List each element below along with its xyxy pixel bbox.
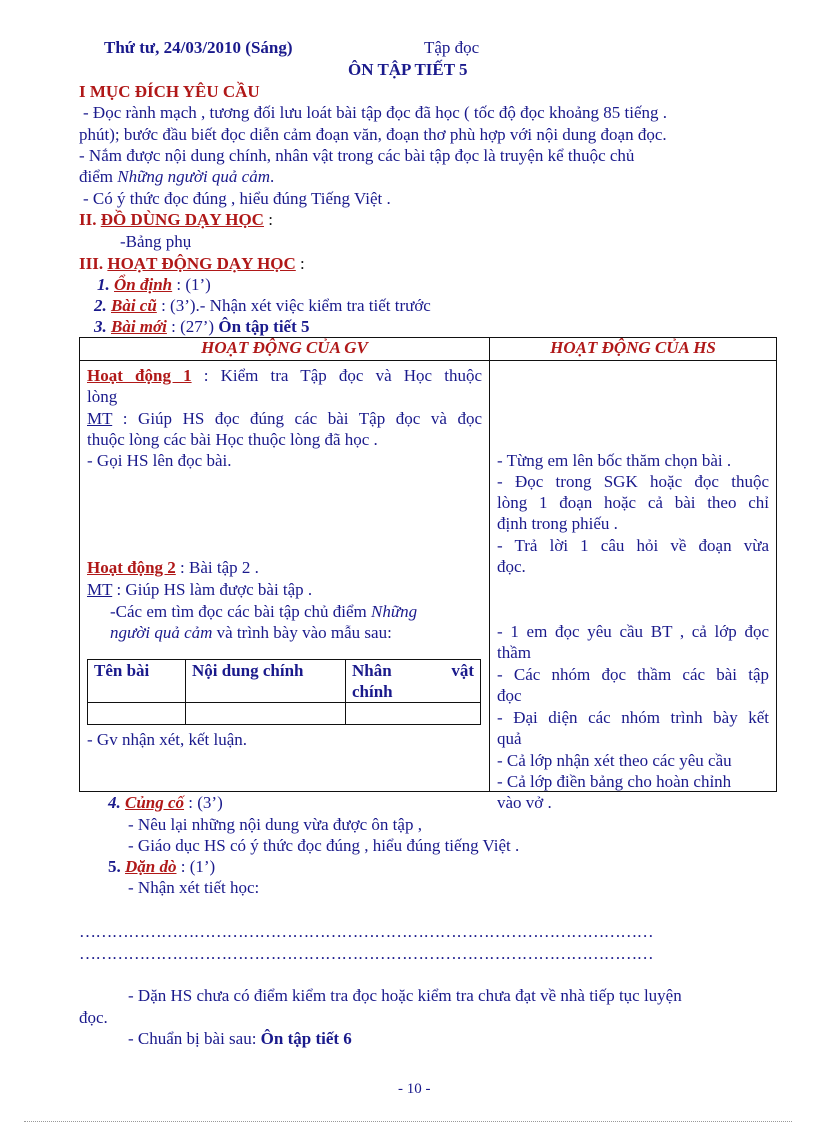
hs-line: đọc. (497, 557, 526, 576)
col-header-gv: HOẠT ĐỘNG CỦA GV (80, 338, 490, 361)
hs-line: - 1 em đọc yêu cầu BT , cả lớp đọc (497, 622, 769, 641)
template-col-character-b: vật (451, 661, 474, 680)
section3-title: HOẠT ĐỘNG DẠY HỌC (107, 254, 296, 273)
section5-line4 (128, 1029, 352, 1049)
section4-heading (108, 793, 223, 813)
step1-num: 1. (97, 275, 110, 294)
hs-line: - Đọc trong SGK hoặc đọc thuộc (497, 472, 769, 491)
template-cell-empty (186, 703, 346, 725)
mt1-line1 (87, 408, 482, 429)
section3-prefix: III. (79, 254, 104, 273)
task-line2-a: người quả cảm (110, 623, 213, 642)
lesson-title: ÔN TẬP TIẾT 5 (348, 60, 468, 79)
hs-line: - Các nhóm đọc thầm các bài tập (497, 665, 769, 684)
hs-line: thầm (497, 643, 531, 662)
template-col-character-c: chính (352, 682, 393, 701)
step3 (94, 317, 310, 337)
section1-line1: - Đọc rành mạch , tương đối lưu loát bài tập đọc đã học ( tốc độ đọc khoảng 85 tiếng . (83, 103, 668, 122)
hs-line: - Trả lời 1 câu hỏi về đoạn vừa (497, 536, 769, 555)
hd2-line (87, 557, 482, 578)
hs-activities-cell (490, 361, 777, 812)
section1-theme: Những người quả cảm (117, 167, 271, 186)
hs-line: - Đại diện các nhóm trình bày kết (497, 708, 769, 727)
section2-item: -Bảng phụ (120, 232, 192, 251)
section2-prefix: II. (79, 210, 97, 229)
hd2-label: Hoạt động 2 (87, 558, 176, 577)
gv-conclude: - Gv nhận xét, kết luận. (87, 730, 248, 749)
section5-heading (108, 857, 215, 877)
gv-call-students: - Gọi HS lên đọc bài. (87, 451, 232, 470)
step1-label: Ổn định (114, 275, 173, 294)
section4-line1: - Nêu lại những nội dung vừa được ôn tập , (128, 815, 422, 834)
hd1-line2: lòng (87, 387, 118, 406)
section5-rest: : (1’) (176, 857, 216, 876)
section1-line5: - Có ý thức đọc đúng , hiểu đúng Tiếng Việt . (83, 189, 391, 208)
hd2-text: : Bài tập 2 . (175, 558, 259, 577)
task-line1-a: -Các em tìm đọc các bài tập chủ điểm (110, 602, 372, 621)
dotted-line-1: …………………………………………………………………………………………… (79, 922, 654, 941)
template-col-character (346, 660, 481, 703)
step2-label: Bài cũ (111, 296, 157, 315)
mt1-line2: thuộc lòng các bài Học thuộc lòng đã học . (87, 430, 378, 449)
task-line2 (110, 622, 482, 643)
mt1-text1: : Giúp HS đọc đúng các bài Tập đọc và đọc (122, 409, 482, 428)
hs-line: - Cả lớp nhận xét theo các yêu cầu (497, 751, 732, 770)
step3-num: 3. (94, 317, 107, 336)
section1-line2: phút); bước đầu biết đọc diễn cảm đoạn văn, đoạn thơ phù hợp với nội dung đoạn đọc. (79, 125, 667, 144)
section4-rest: : (3’) (184, 793, 223, 812)
section4-label: Củng cố (125, 793, 185, 812)
section1-line3: - Nắm được nội dung chính, nhân vật trong các bài tập đọc là truyện kể thuộc chủ (79, 146, 635, 165)
hd1-label: Hoạt động 1 (87, 366, 192, 385)
lesson-subject: Tập đọc (424, 38, 480, 57)
next-lesson: Ôn tập tiết 6 (260, 1029, 352, 1048)
hs-line: - Từng em lên bốc thăm chọn bài . (497, 451, 732, 470)
task-line1-b: Những (371, 602, 418, 621)
section2-heading (79, 210, 273, 230)
step1 (97, 275, 211, 295)
template-col-content: Nội dung chính (186, 660, 346, 703)
template-table (87, 659, 481, 725)
task-line2-b: và trình bày vào mẫu sau: (212, 623, 392, 642)
step2 (94, 296, 431, 316)
footer-divider (24, 1121, 792, 1122)
section4-line2: - Giáo dục HS có ý thức đọc đúng , hiểu đúng tiếng Việt . (128, 836, 520, 855)
section1-line4-a: điểm (79, 167, 118, 186)
step2-num: 2. (94, 296, 107, 315)
template-col-name: Tên bài (88, 660, 186, 703)
hd1-line1 (87, 365, 482, 386)
template-cell-empty (346, 703, 481, 725)
mt2-label: MT (87, 580, 113, 599)
hs-line: lòng 1 đoạn hoặc cả bài theo chỉ (497, 493, 769, 512)
section1-line4 (79, 167, 274, 187)
section5-line4-a: - Chuẩn bị bài sau: (128, 1029, 261, 1048)
section3-suffix: : (295, 254, 305, 273)
section5-label: Dặn dò (125, 857, 177, 876)
hs-line: đọc (497, 686, 522, 705)
section1-heading: I MỤC ĐÍCH YÊU CẦU (79, 82, 260, 101)
hd1-text1: : Kiểm tra Tập đọc và Học thuộc (203, 366, 483, 385)
gv-activities-cell (80, 361, 490, 792)
section3-heading (79, 254, 305, 274)
mt1-label: MT (87, 409, 113, 428)
section4-num: 4. (108, 793, 121, 812)
mt2-text: : Giúp HS làm được bài tập . (112, 580, 313, 599)
section5-num: 5. (108, 857, 121, 876)
template-col-character-a: Nhân (352, 661, 392, 680)
step2-rest: : (3’).- Nhận xét việc kiểm tra tiết trước (156, 296, 431, 315)
task-line1 (110, 601, 482, 622)
hs-line: định trong phiếu . (497, 514, 618, 533)
dotted-line-2: …………………………………………………………………………………………… (79, 944, 654, 963)
step3-label: Bài mới (111, 317, 167, 336)
section2-suffix: : (263, 210, 273, 229)
hs-line: quả (497, 729, 522, 748)
page-number: - 10 - (398, 1081, 431, 1097)
step1-rest: : (1’) (172, 275, 211, 294)
hs-line: - Cả lớp điền bảng cho hoàn chỉnh (497, 772, 732, 791)
section1-line4-c: . (270, 167, 275, 186)
col-header-hs: HOẠT ĐỘNG CỦA HS (490, 338, 777, 361)
mt2-line (87, 579, 482, 600)
template-cell-empty (88, 703, 186, 725)
section5-line3: đọc. (79, 1008, 108, 1027)
hs-line: vào vở . (497, 793, 552, 812)
section2-title: ĐỒ DÙNG DẠY HỌC (100, 210, 264, 229)
section5-line2: - Dặn HS chưa có điểm kiểm tra đọc hoặc kiểm tra chưa đạt về nhà tiếp tục luyện (128, 986, 682, 1005)
section5-line1: - Nhận xét tiết học: (128, 878, 260, 897)
lesson-date: Thứ tư, 24/03/2010 (Sáng) (104, 38, 293, 57)
step3-rest: : (27’) (166, 317, 219, 336)
step3-bold: Ôn tập tiết 5 (218, 317, 310, 336)
